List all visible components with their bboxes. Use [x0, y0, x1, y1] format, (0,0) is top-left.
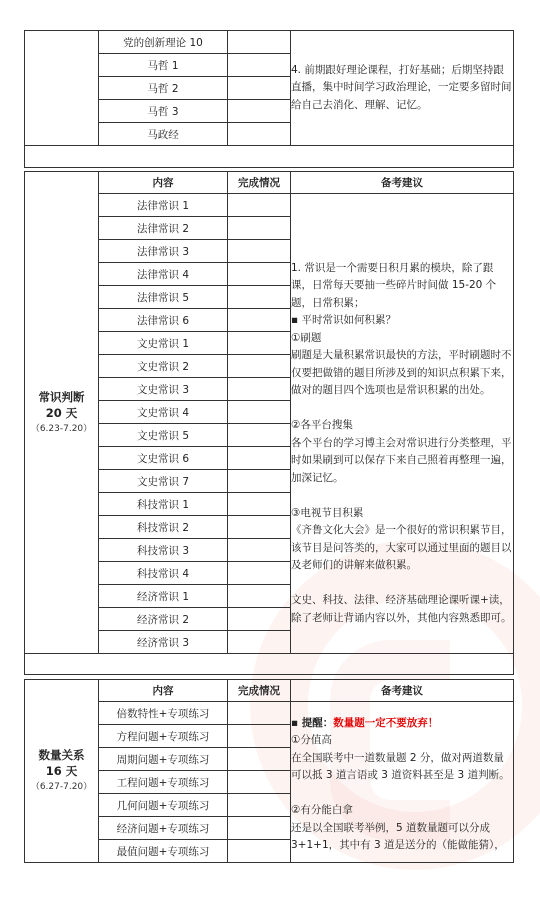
header-content: 内容: [99, 680, 228, 702]
item-cell: 马哲 1: [99, 54, 228, 77]
section-title: 常识判断: [38, 389, 85, 404]
section-label: [25, 680, 99, 863]
status-cell[interactable]: [228, 240, 291, 263]
item-cell: 文史常识 5: [99, 424, 228, 447]
status-cell[interactable]: [228, 585, 291, 608]
status-cell[interactable]: [228, 725, 291, 748]
status-cell[interactable]: [228, 77, 291, 100]
status-cell[interactable]: [228, 493, 291, 516]
item-cell: 科技常识 4: [99, 562, 228, 585]
advice-cell: [291, 31, 514, 146]
advice-text: ①刷题: [291, 331, 322, 344]
status-cell[interactable]: [228, 378, 291, 401]
section-divider: [25, 654, 514, 675]
item-cell: 文史常识 2: [99, 355, 228, 378]
status-cell[interactable]: [228, 771, 291, 794]
item-cell: 倍数特性+专项练习: [99, 702, 228, 725]
status-cell[interactable]: [228, 31, 291, 54]
advice-text: ▪ 平时常识如何积累？: [291, 314, 396, 327]
tip-label: ▪ 提醒：: [291, 716, 334, 729]
advice-text: ②各平台搜集: [291, 419, 353, 432]
section-title: 数量关系: [38, 748, 85, 762]
status-cell[interactable]: [228, 100, 291, 123]
common-sense-plan-table: [24, 171, 514, 675]
advice-text: ②有分能白拿: [291, 804, 353, 816]
advice-text: ③电视节目积累: [291, 506, 364, 519]
status-cell[interactable]: [228, 794, 291, 817]
item-cell: 经济常识 1: [99, 585, 228, 608]
item-cell: 科技常识 3: [99, 539, 228, 562]
item-cell: 周期问题+专项练习: [99, 748, 228, 771]
status-cell[interactable]: [228, 608, 291, 631]
section-dates: （6.27-7.20）: [30, 782, 93, 792]
status-cell[interactable]: [228, 54, 291, 77]
advice-text: ①分值高: [291, 734, 332, 746]
advice-cell: [291, 194, 514, 654]
item-cell: 工程问题+专项练习: [99, 771, 228, 794]
item-cell: 文史常识 1: [99, 332, 228, 355]
item-cell: 党的创新理论 10: [99, 31, 228, 54]
item-cell: 法律常识 3: [99, 240, 228, 263]
item-cell: 马政经: [99, 123, 228, 146]
item-cell: 法律常识 2: [99, 217, 228, 240]
politics-plan-table: [24, 30, 514, 168]
status-cell[interactable]: [228, 194, 291, 217]
item-cell: 法律常识 5: [99, 286, 228, 309]
status-cell[interactable]: [228, 286, 291, 309]
item-cell: 最值问题+专项练习: [99, 840, 228, 863]
item-cell: 科技常识 1: [99, 493, 228, 516]
item-cell: 法律常识 1: [99, 194, 228, 217]
item-cell: 文史常识 7: [99, 470, 228, 493]
item-cell: 经济问题+专项练习: [99, 817, 228, 840]
advice-text: 文史、科技、法律、经济基础理论课听课+读，除了老师让背诵内容以外，其他内容熟悉即可。: [291, 594, 512, 624]
status-cell[interactable]: [228, 817, 291, 840]
section-divider: [25, 146, 514, 168]
status-cell[interactable]: [228, 401, 291, 424]
section-dates: （6.23-7.20）: [30, 423, 93, 434]
status-cell[interactable]: [228, 309, 291, 332]
item-cell: 文史常识 4: [99, 401, 228, 424]
advice-text: 1. 常识是一个需要日积月累的模块，除了跟课，日常每天要抽一些碎片时间做 15-20 个题，日常积累；: [291, 261, 497, 309]
advice-text: 各个平台的学习博主会对常识进行分类整理，平时如果刷到可以保存下来自己照着再整理一遍，加深记忆。: [291, 436, 512, 484]
status-cell[interactable]: [228, 447, 291, 470]
status-cell[interactable]: [228, 702, 291, 725]
status-cell[interactable]: [228, 123, 291, 146]
section-days: 16 天: [45, 764, 78, 778]
header-content: 内容: [99, 172, 228, 194]
advice-text: 《齐鲁文化大会》是一个很好的常识积累节目，该节目是问答类的，大家可以通过里面的题目以及老师们的讲解来做积累。: [291, 524, 512, 572]
header-advice: 备考建议: [291, 680, 514, 702]
status-cell[interactable]: [228, 562, 291, 585]
tip-text: 数量题一定不要放弃！: [333, 716, 439, 729]
item-cell: 马哲 2: [99, 77, 228, 100]
status-cell[interactable]: [228, 263, 291, 286]
advice-cell: [291, 702, 514, 863]
section-label-empty: [25, 31, 99, 146]
item-cell: 马哲 3: [99, 100, 228, 123]
advice-text: 在全国联考中一道数量题 2 分，做对两道数量可以抵 3 道言语或 3 道资料甚至是 3 道判断。: [291, 751, 510, 781]
header-advice: 备考建议: [291, 172, 514, 194]
status-cell[interactable]: [228, 332, 291, 355]
quantitative-plan-table: [24, 679, 514, 863]
status-cell[interactable]: [228, 470, 291, 493]
item-cell: 科技常识 2: [99, 516, 228, 539]
header-status: 完成情况: [228, 680, 291, 702]
advice-text: 4. 前期跟好理论课程，打好基础；后期坚持跟直播，集中时间学习政治理论，一定要多留时间给自己去消化、理解、记忆。: [291, 63, 512, 111]
advice-text: 刷题是大量积累常识最快的方法，平时刷题时不仅要把做错的题目所涉及到的知识点积累下来，做对的题目四个选项也是常识积累的出处。: [291, 349, 512, 397]
status-cell[interactable]: [228, 539, 291, 562]
header-status: 完成情况: [228, 172, 291, 194]
status-cell[interactable]: [228, 355, 291, 378]
item-cell: 经济常识 3: [99, 631, 228, 654]
status-cell[interactable]: [228, 631, 291, 654]
item-cell: 法律常识 6: [99, 309, 228, 332]
item-cell: 经济常识 2: [99, 608, 228, 631]
section-days: 20 天: [45, 405, 78, 420]
status-cell[interactable]: [228, 840, 291, 863]
item-cell: 文史常识 3: [99, 378, 228, 401]
section-label: [25, 172, 99, 654]
item-cell: 文史常识 6: [99, 447, 228, 470]
status-cell[interactable]: [228, 748, 291, 771]
item-cell: 方程问题+专项练习: [99, 725, 228, 748]
item-cell: 几何问题+专项练习: [99, 794, 228, 817]
advice-text: 还是以全国联考举例，5 道数量题可以分成 3+1+1，其中有 3 道是送分的（能做能猜），: [291, 821, 505, 851]
item-cell: 法律常识 4: [99, 263, 228, 286]
status-cell[interactable]: [228, 424, 291, 447]
status-cell[interactable]: [228, 217, 291, 240]
status-cell[interactable]: [228, 516, 291, 539]
